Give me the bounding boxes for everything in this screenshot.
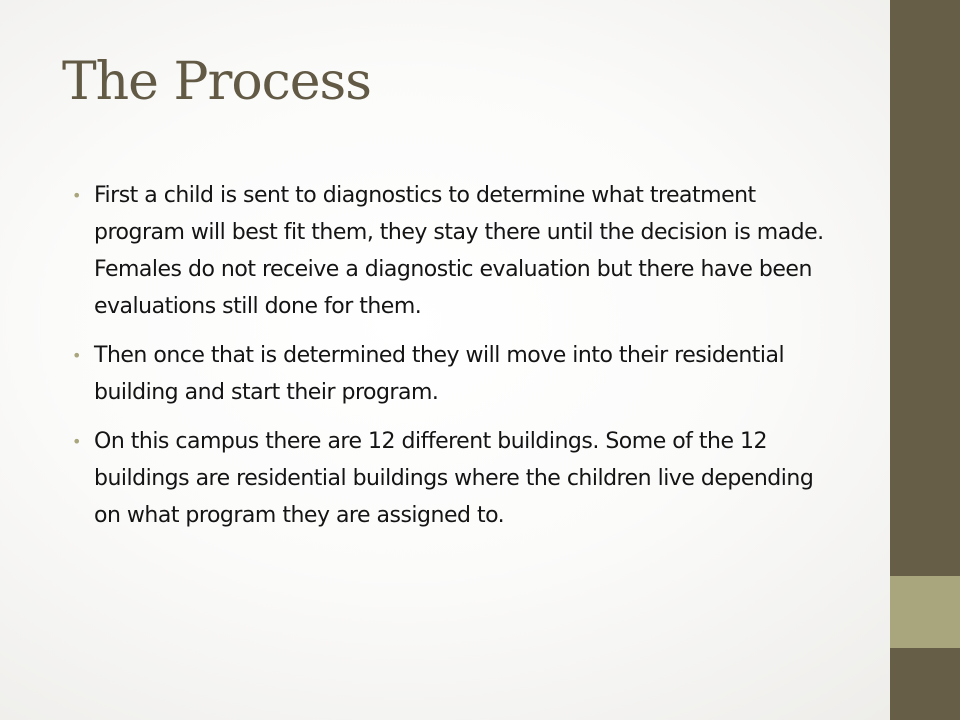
bullet-item <box>72 177 842 325</box>
bullet-item <box>72 423 842 534</box>
bullet-item <box>72 337 842 411</box>
bullet-text: On this campus there are 12 different buildings. Some of the 12 buildings are residential buildings where the children live depending on what program they are assigned to. <box>94 429 814 528</box>
side-accent-block <box>890 576 960 648</box>
bullet-text: Then once that is determined they will move into their residential building and start their program. <box>94 343 785 405</box>
slide-title: The Process <box>62 52 371 112</box>
bullet-text: First a child is sent to diagnostics to determine what treatment program will best fit them, they stay there until the decision is made. Females do not receive a diagnostic evaluation but there have been evaluations still done for them. <box>94 183 824 319</box>
bullet-dot-icon: • <box>72 186 81 205</box>
bullet-dot-icon: • <box>72 432 81 451</box>
bullet-list <box>72 177 842 546</box>
bullet-dot-icon: • <box>72 346 81 365</box>
